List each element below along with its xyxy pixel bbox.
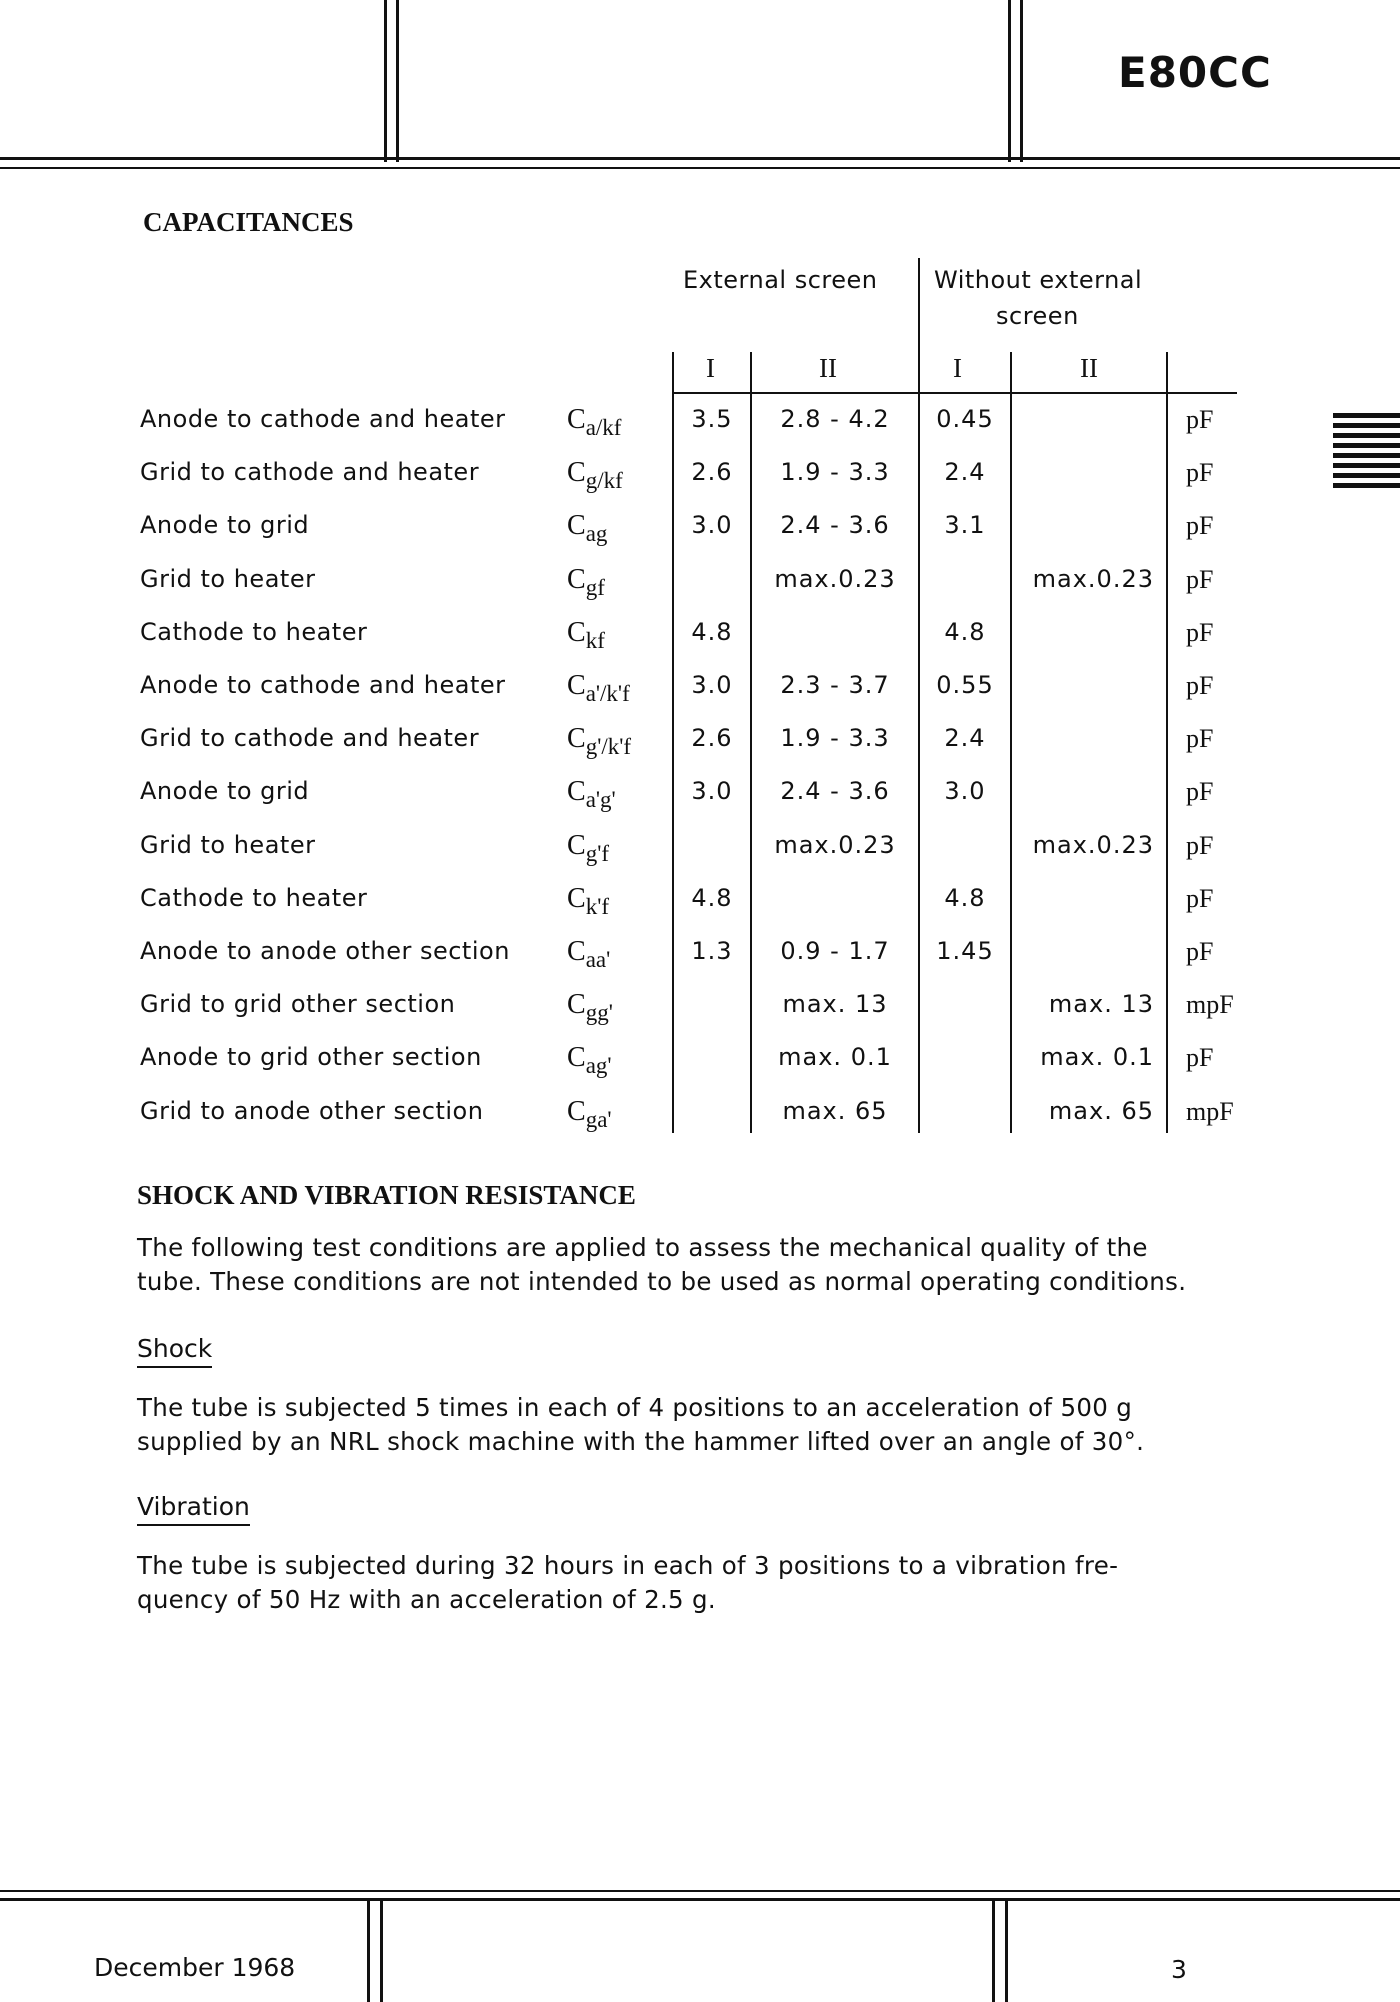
vibration-subheading: Vibration [137, 1492, 250, 1526]
footer-vline-3 [992, 1898, 995, 2002]
table-row [0, 925, 1400, 978]
table-row [0, 446, 1400, 499]
vibration-line-2: quency of 50 Hz with an acceleration of 2.5 g. [137, 1585, 716, 1614]
row-symbol: $C_{ag'}$ [567, 1042, 612, 1079]
external-i-value: 3.0 [691, 777, 733, 806]
footer-page-number: 3 [1171, 1955, 1187, 1984]
without-ii-value [1012, 446, 1164, 499]
without-i-value: 3.1 [944, 511, 986, 540]
external-ii-value: 1.9 - 3.3 [780, 724, 890, 753]
row-symbol: $C_{gf}$ [567, 563, 605, 600]
header-hline-bottom [0, 167, 1400, 169]
footer-vline-4 [1005, 1898, 1008, 2002]
footer-hline-top [0, 1890, 1400, 1892]
capacitances-heading: CAPACITANCES [143, 207, 354, 237]
external-ii-value: 1.9 - 3.3 [780, 458, 890, 487]
external-i-value: 4.8 [691, 617, 733, 646]
row-symbol: $C_{g'/k'f}$ [567, 723, 632, 760]
without-ii-value [1012, 606, 1164, 659]
shock-subheading: Shock [137, 1334, 212, 1368]
external-i-value [674, 978, 750, 1031]
vibration-line-1: The tube is subjected during 32 hours in each of 3 positions to a vibration fre- [137, 1551, 1119, 1580]
without-i-value [920, 1085, 1010, 1138]
without-ii-value [1012, 765, 1164, 818]
external-i-value: 4.8 [691, 883, 733, 912]
external-ii-value: 0.9 - 1.7 [780, 937, 890, 965]
header-vline-4 [1020, 0, 1023, 162]
external-ii-value: 2.4 - 3.6 [780, 511, 890, 540]
without-i-value: 2.4 [944, 724, 986, 753]
without-i-value: 3.0 [944, 777, 986, 806]
shock-vibration-heading: SHOCK AND VIBRATION RESISTANCE [137, 1180, 636, 1210]
table-row [0, 553, 1400, 606]
footer-date: December 1968 [94, 1953, 296, 1982]
row-symbol: $C_{aa'}$ [567, 936, 611, 972]
unit: pF [1186, 777, 1214, 807]
row-label: Anode to cathode and heater [140, 405, 506, 433]
row-label: Grid to heater [140, 564, 316, 593]
unit: pF [1186, 617, 1214, 647]
external-i-value: 2.6 [691, 458, 733, 487]
row-label: Anode to grid [140, 777, 310, 806]
shock-line-1: The tube is subjected 5 times in each of 4 positions to an acceleration of 500 g [137, 1393, 1133, 1422]
col-without-external-1: Without external [934, 266, 1143, 294]
tube-model-title: E80CC [1118, 48, 1272, 97]
row-label: Grid to cathode and heater [140, 724, 480, 753]
external-i-value [674, 1085, 750, 1138]
without-ii-value: max.0.23 [1032, 564, 1154, 593]
col-external-i: I [706, 353, 715, 383]
without-ii-value: max. 0.1 [1040, 1043, 1154, 1072]
unit: pF [1186, 405, 1214, 434]
table-row [0, 659, 1400, 712]
external-i-value: 2.6 [691, 724, 733, 753]
table-row [0, 765, 1400, 818]
without-i-value: 0.55 [936, 671, 994, 699]
without-ii-value [1012, 499, 1164, 552]
row-label: Grid to grid other section [140, 990, 456, 1019]
intro-line-2: tube. These conditions are not intended to be used as normal operating conditions. [137, 1267, 1187, 1296]
row-label: Grid to anode other section [140, 1096, 484, 1125]
row-symbol: $C_{ag}$ [567, 510, 608, 547]
without-i-value: 1.45 [936, 937, 994, 965]
header-vline-3 [1008, 0, 1011, 162]
row-symbol: $C_{gg'}$ [567, 989, 613, 1026]
without-ii-value [1012, 872, 1164, 925]
without-ii-value [1012, 712, 1164, 765]
row-label: Anode to grid [140, 511, 310, 540]
table-row [0, 978, 1400, 1031]
unit: pF [1186, 671, 1214, 700]
footer-vline-2 [380, 1898, 383, 2002]
row-symbol: $C_{g'f}$ [567, 829, 609, 866]
header-vline-1 [384, 0, 387, 162]
row-label: Cathode to heater [140, 883, 368, 912]
row-label: Cathode to heater [140, 617, 368, 646]
external-ii-value [752, 872, 918, 925]
external-i-value [674, 819, 750, 872]
row-symbol: $C_{a/kf}$ [567, 404, 622, 440]
unit: pF [1186, 830, 1214, 860]
external-ii-value: max. 0.1 [778, 1043, 892, 1072]
without-i-value: 2.4 [944, 458, 986, 487]
without-ii-value: max. 65 [1048, 1096, 1154, 1125]
without-ii-value: max. 13 [1048, 990, 1154, 1019]
table-row [0, 872, 1400, 925]
table-row [0, 606, 1400, 659]
unit: pF [1186, 564, 1214, 594]
unit: pF [1186, 883, 1214, 913]
footer-hline-bottom [0, 1898, 1400, 1901]
without-i-value [920, 819, 1010, 872]
external-i-value: 3.0 [691, 671, 733, 699]
row-label: Anode to cathode and heater [140, 671, 506, 699]
external-ii-value: 2.3 - 3.7 [780, 671, 890, 699]
row-symbol: $C_{g/kf}$ [567, 457, 623, 494]
table-row [0, 712, 1400, 765]
external-ii-value [752, 606, 918, 659]
row-symbol: $C_{a'g'}$ [567, 776, 616, 813]
intro-line-1: The following test conditions are applied to assess the mechanical quality of the [137, 1233, 1148, 1262]
row-symbol: $C_{ga'}$ [567, 1095, 612, 1132]
header-hline-top [0, 157, 1400, 160]
row-label: Grid to cathode and heater [140, 458, 480, 487]
col-without-ii: II [1080, 353, 1098, 383]
col-without-i: I [953, 353, 962, 383]
row-label: Grid to heater [140, 830, 316, 859]
row-label: Anode to anode other section [140, 937, 510, 965]
without-i-value [920, 553, 1010, 606]
external-ii-value: max. 13 [782, 990, 888, 1019]
table-row [0, 1031, 1400, 1084]
without-ii-value [1012, 393, 1164, 446]
without-i-value [920, 978, 1010, 1031]
table-row [0, 499, 1400, 552]
external-ii-value: max.0.23 [774, 564, 896, 593]
without-i-value: 0.45 [936, 405, 994, 433]
unit: mpF [1186, 990, 1234, 1020]
without-ii-value [1012, 659, 1164, 712]
external-i-value [674, 1031, 750, 1084]
shock-line-2: supplied by an NRL shock machine with the hammer lifted over an angle of 30°. [137, 1427, 1145, 1456]
footer-vline-1 [367, 1898, 370, 2002]
external-ii-value: max.0.23 [774, 830, 896, 859]
row-symbol: $C_{k'f}$ [567, 882, 609, 919]
table-row [0, 393, 1400, 446]
unit: pF [1186, 1043, 1214, 1073]
without-ii-value [1012, 925, 1164, 978]
external-i-value [674, 553, 750, 606]
without-i-value [920, 1031, 1010, 1084]
external-i-value: 1.3 [691, 937, 733, 965]
table-row [0, 819, 1400, 872]
without-ii-value: max.0.23 [1032, 830, 1154, 859]
col-without-external-2: screen [996, 302, 1079, 330]
unit: pF [1186, 458, 1214, 488]
table-row [0, 1085, 1400, 1138]
external-ii-value: max. 65 [782, 1096, 888, 1125]
external-ii-value: 2.4 - 3.6 [780, 777, 890, 806]
col-external-ii: II [819, 353, 837, 383]
without-i-value: 4.8 [944, 617, 986, 646]
external-ii-value: 2.8 - 4.2 [780, 405, 890, 433]
without-i-value: 4.8 [944, 883, 986, 912]
external-i-value: 3.0 [691, 511, 733, 540]
row-symbol: $C_{kf}$ [567, 616, 605, 653]
unit: pF [1186, 937, 1214, 966]
header-vline-2 [396, 0, 399, 162]
row-label: Anode to grid other section [140, 1043, 482, 1072]
row-symbol: $C_{a'/k'f}$ [567, 670, 630, 706]
unit: pF [1186, 511, 1214, 541]
col-external-screen: External screen [683, 266, 878, 294]
unit: mpF [1186, 1096, 1234, 1126]
unit: pF [1186, 724, 1214, 754]
external-i-value: 3.5 [691, 405, 733, 433]
